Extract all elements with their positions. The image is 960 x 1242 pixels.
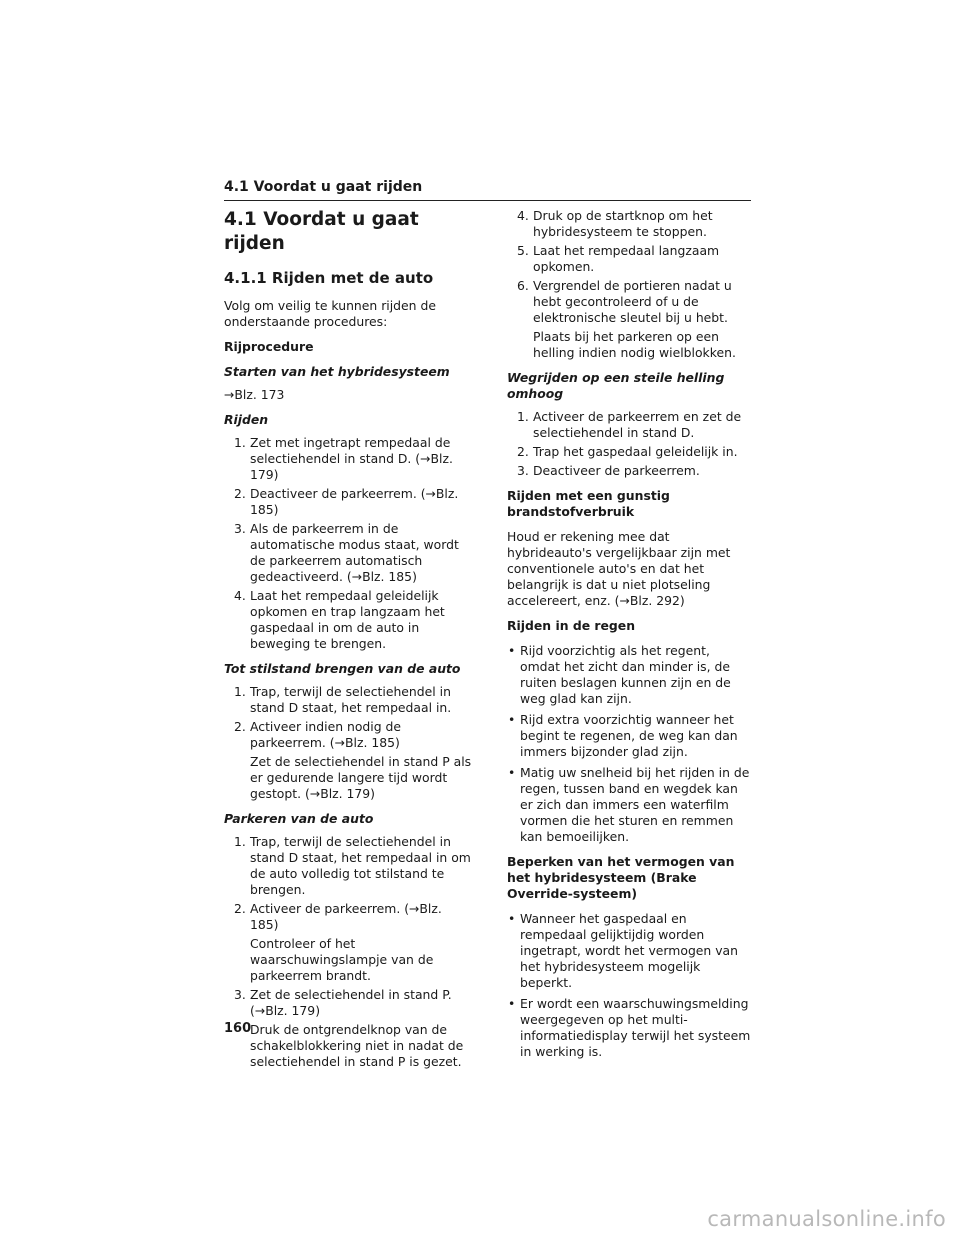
- list-item: [517, 243, 751, 275]
- list-item: [234, 486, 474, 518]
- list-item: [234, 987, 474, 1070]
- list-item: [517, 444, 751, 460]
- step-number: 1.: [234, 834, 246, 849]
- helling-heading: Wegrijden op een steile helling omhoog: [507, 370, 725, 401]
- list-item: [234, 684, 474, 716]
- step-number: 1.: [234, 435, 246, 450]
- step-text: Activeer de parkeerrem. (→Blz. 185): [250, 901, 442, 932]
- step-number: 2.: [234, 486, 246, 501]
- step-note: Plaats bij het parkeren op een helling indien nodig wielblokken.: [533, 329, 736, 360]
- list-item: [234, 588, 474, 652]
- step-number: 4.: [234, 588, 246, 603]
- helling-steps: [507, 409, 751, 479]
- left-column: [224, 208, 474, 1079]
- step-text: Vergrendel de portieren nadat u hebt gecontroleerd of u de elektronische sleutel bij u hebt.: [533, 278, 732, 325]
- page-number: 160: [224, 1021, 252, 1036]
- list-item: [234, 834, 474, 898]
- stilstand-heading: Tot stilstand brengen van de auto: [224, 661, 461, 676]
- step-text: Activeer de parkeerrem en zet de selectiehendel in stand D.: [533, 409, 742, 440]
- parkeren-steps-part1: [224, 834, 474, 1070]
- step-note: Controleer of het waarschuwingslampje van de parkeerrem brandt.: [250, 936, 434, 983]
- starten-ref: →Blz. 173: [224, 387, 285, 402]
- step-text: Zet de selectiehendel in stand P. (→Blz. 179): [250, 987, 452, 1018]
- rijprocedure-heading: Rijprocedure: [224, 339, 314, 354]
- running-header: 4.1 Voordat u gaat rijden: [224, 179, 751, 201]
- list-item: • Rijd voorzichtig als het regent, omdat het zicht dan minder is, de ruiten beslagen kunnen zijn en de weg glad kan zijn.: [507, 643, 751, 707]
- right-column: [507, 208, 751, 1069]
- list-item: • Matig uw snelheid bij het rijden in de regen, tussen band en wegdek kan er zich dan immers een waterfilm vormen die het sturen en remmen kan bemoeilijken.: [507, 765, 751, 845]
- step-number: 1.: [234, 684, 246, 699]
- watermark: carmanualsonline.info: [707, 1207, 946, 1231]
- override-bullets: [507, 911, 751, 1060]
- step-number: 4.: [517, 208, 529, 223]
- brandstof-heading: Rijden met een gunstig brandstofverbruik: [507, 488, 670, 519]
- step-number: 5.: [517, 243, 529, 258]
- list-item: [234, 521, 474, 585]
- step-number: 1.: [517, 409, 529, 424]
- parkeren-steps-part2: [507, 208, 751, 361]
- step-text: Zet met ingetrapt rempedaal de selectiehendel in stand D. (→Blz. 179): [250, 435, 453, 482]
- step-number: 3.: [517, 463, 529, 478]
- list-item: [517, 208, 751, 240]
- step-text: Deactiveer de parkeerrem. (→Blz. 185): [250, 486, 459, 517]
- step-number: 3.: [234, 987, 246, 1002]
- list-item: • Er wordt een waarschuwingsmelding weergegeven op het multi-informatiedisplay terwijl het systeem in werking is.: [507, 996, 751, 1060]
- override-heading: Beperken van het vermogen van het hybridesysteem (Brake Override-systeem): [507, 854, 735, 901]
- step-number: 2.: [517, 444, 529, 459]
- regen-bullets: [507, 643, 751, 845]
- step-number: 6.: [517, 278, 529, 293]
- step-number: 2.: [234, 719, 246, 734]
- step-text: Deactiveer de parkeerrem.: [533, 463, 700, 478]
- step-note: Druk de ontgrendelknop van de schakelblokkering niet in nadat de selectiehendel in stand P is gezet.: [250, 1022, 464, 1069]
- starten-heading: Starten van het hybridesysteem: [224, 364, 450, 379]
- brandstof-text: Houd er rekening mee dat hybrideauto's vergelijkbaar zijn met conventionele auto's en dat het belangrijk is dat u niet plotseling accelereert, enz. (→Blz. 292): [507, 529, 731, 608]
- step-note: Zet de selectiehendel in stand P als er gedurende langere tijd wordt gestopt. (→Blz. 179): [250, 754, 472, 801]
- list-item: [234, 435, 474, 483]
- step-number: 2.: [234, 901, 246, 916]
- list-item: [517, 409, 751, 441]
- stilstand-steps: [224, 684, 474, 802]
- rijden-heading: Rijden: [224, 412, 269, 427]
- list-item: • Wanneer het gaspedaal en rempedaal gelijktijdig worden ingetrapt, wordt het vermogen van het hybridesysteem mogelijk beperkt.: [507, 911, 751, 991]
- chapter-title: 4.1 Voordat u gaat rijden: [224, 209, 419, 254]
- step-text: Laat het rempedaal geleidelijk opkomen en trap langzaam het gaspedaal in om de auto in beweging te brengen.: [250, 588, 445, 651]
- parkeren-heading: Parkeren van de auto: [224, 811, 374, 826]
- list-item: • Rijd extra voorzichtig wanneer het begint te regenen, de weg kan dan immers bijzonder glad zijn.: [507, 712, 751, 760]
- step-text: Trap het gaspedaal geleidelijk in.: [533, 444, 738, 459]
- step-text: Activeer indien nodig de parkeerrem. (→Blz. 185): [250, 719, 402, 750]
- list-item: [517, 278, 751, 361]
- step-text: Druk op de startknop om het hybridesysteem te stoppen.: [533, 208, 713, 239]
- step-text: Trap, terwijl de selectiehendel in stand D staat, het rempedaal in om de auto volledig tot stilstand te brengen.: [250, 834, 471, 897]
- section-title: 4.1.1 Rijden met de auto: [224, 269, 434, 287]
- step-text: Laat het rempedaal langzaam opkomen.: [533, 243, 720, 274]
- regen-heading: Rijden in de regen: [507, 618, 636, 633]
- intro-text: Volg om veilig te kunnen rijden de onderstaande procedures:: [224, 298, 436, 329]
- step-text: Trap, terwijl de selectiehendel in stand D staat, het rempedaal in.: [250, 684, 452, 715]
- list-item: [234, 901, 474, 984]
- list-item: [234, 719, 474, 802]
- step-text: Als de parkeerrem in de automatische modus staat, wordt de parkeerrem automatisch gedeactiveerd. (→Blz. 185): [250, 521, 459, 584]
- rijden-steps: [224, 435, 474, 652]
- list-item: [517, 463, 751, 479]
- step-number: 3.: [234, 521, 246, 536]
